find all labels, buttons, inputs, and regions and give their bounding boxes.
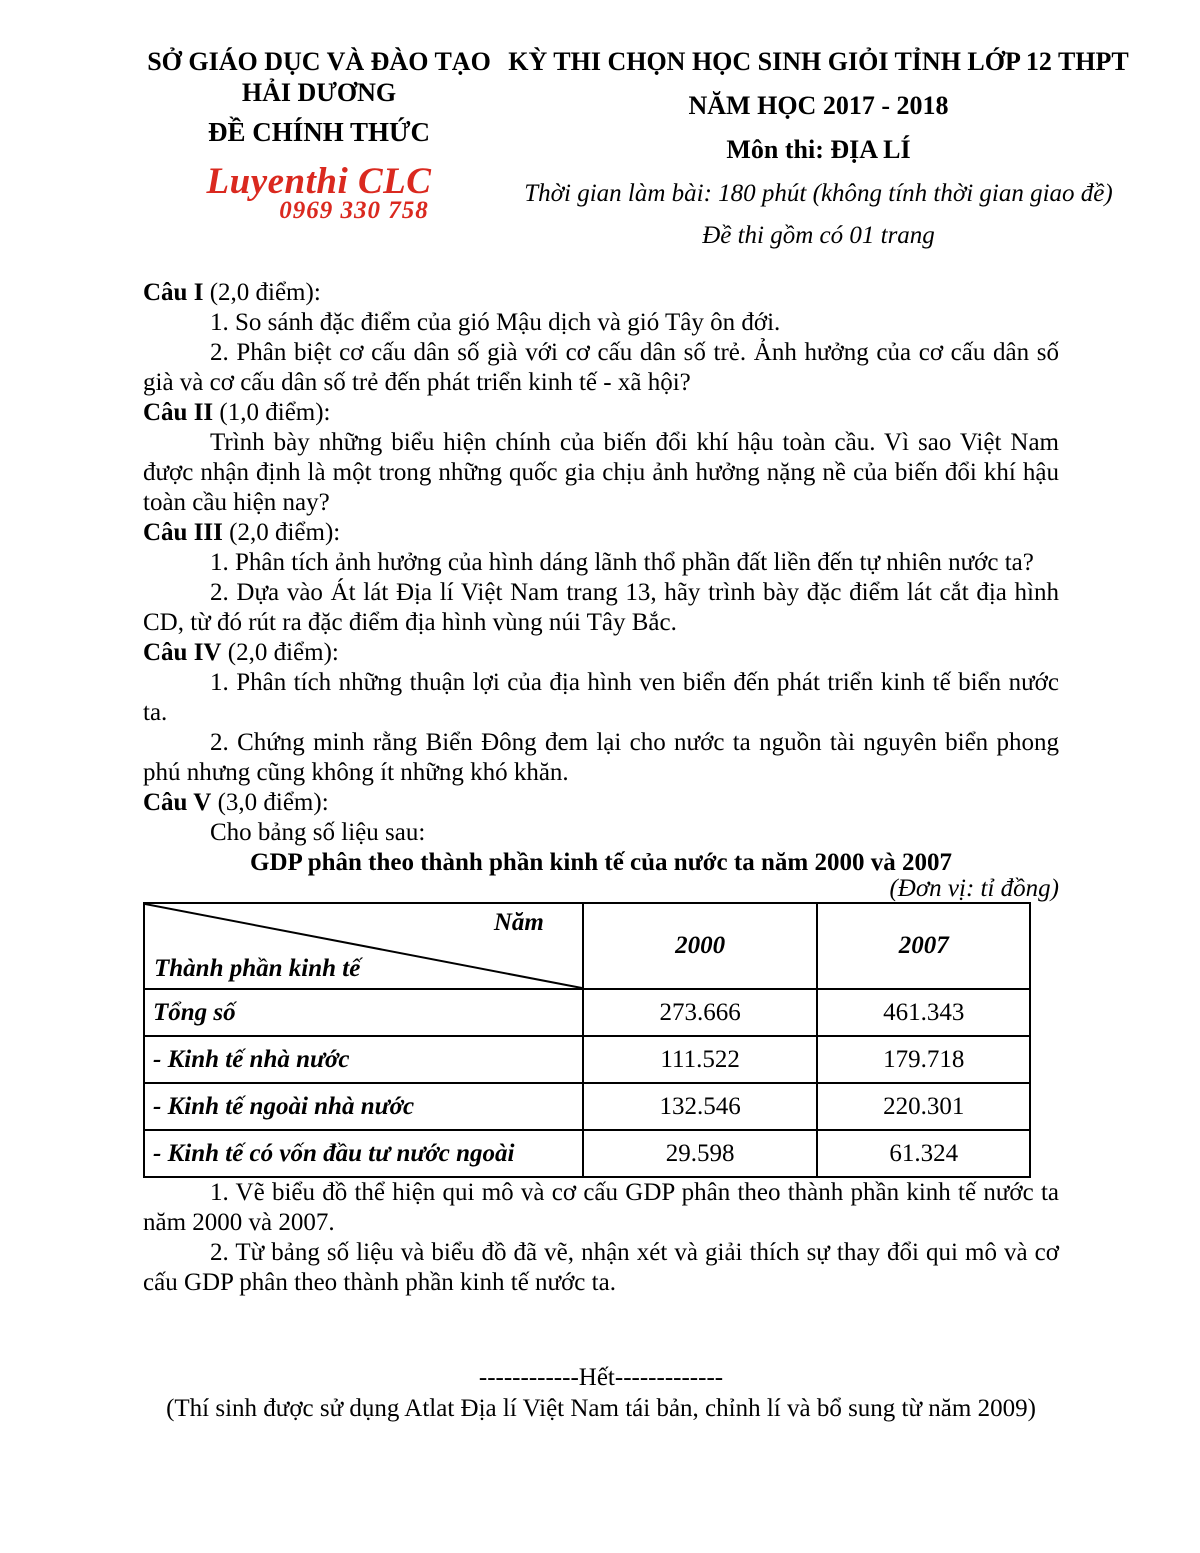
corner-header-year: Năm <box>493 909 544 936</box>
question-3-heading <box>143 518 1059 548</box>
exam-header <box>143 46 1138 250</box>
question-2-label: Câu II <box>143 399 214 426</box>
logo-text: Luyenthi CLC <box>206 161 432 202</box>
question-2-heading <box>143 398 1059 428</box>
question-2-item-1: Trình bày những biểu hiện chính của biến đổi khí hậu toàn cầu. Vì sao Việt Nam được nhận định là một trong những quốc gia chịu ảnh hưởng nặng nề của biến đổi khí hậu toàn cầu hiện nay? <box>143 429 1059 516</box>
column-header-2007: 2007 <box>817 903 1030 989</box>
row-value-2007: 461.343 <box>817 989 1030 1036</box>
question-3-item-2: 2. Dựa vào Át lát Địa lí Việt Nam trang 13, hãy trình bày đặc điểm lát cắt địa hình CD, từ đó rút ra đặc điểm địa hình vùng núi Tây Bắc. <box>143 579 1059 636</box>
question-4-item-2: 2. Chứng minh rằng Biển Đông đem lại cho nước ta nguồn tài nguyên biển phong phú nhưng cũng không ít những khó khăn. <box>143 729 1059 786</box>
row-value-2007: 179.718 <box>817 1036 1030 1083</box>
luyenthi-clc-logo <box>143 163 495 223</box>
question-1-item-2: 2. Phân biệt cơ cấu dân số già với cơ cấu dân số trẻ. Ảnh hưởng của cơ cấu dân số già và cơ cấu dân số trẻ đến phát triển kinh tế - xã hội? <box>143 339 1059 396</box>
question-1-points: (2,0 điểm): <box>209 279 321 306</box>
row-value-2000: 111.522 <box>583 1036 818 1083</box>
question-5-heading <box>143 788 1059 818</box>
table-row-foreign-invested-economy <box>144 1130 1030 1177</box>
exam-footer <box>143 1362 1059 1424</box>
row-label: Tổng số <box>144 989 583 1036</box>
page-count-line: Đề thi gồm có 01 trang <box>702 222 935 249</box>
exam-title: KỲ THI CHỌN HỌC SINH GIỎI TỈNH LỚP 12 THPT <box>508 47 1129 76</box>
atlas-permission-note: (Thí sinh được sử dụng Atlat Địa lí Việt Nam tái bản, chỉnh lí và bổ sung từ năm 2009) <box>166 1395 1036 1422</box>
end-of-exam-line: ------------Hết------------- <box>478 1364 724 1391</box>
school-year: NĂM HỌC 2017 - 2018 <box>688 91 949 120</box>
question-5-item-2: 2. Từ bảng số liệu và biểu đồ đã vẽ, nhận xét và giải thích sự thay đổi qui mô và cơ cấu GDP phân theo thành phần kinh tế nước ta. <box>143 1239 1059 1296</box>
row-value-2007: 61.324 <box>817 1130 1030 1177</box>
exam-title-block <box>495 46 1138 250</box>
question-1-heading <box>143 278 1059 308</box>
official-exam-label: ĐỀ CHÍNH THỨC <box>207 117 431 147</box>
question-1-item-1: 1. So sánh đặc điểm của gió Mậu dịch và gió Tây ôn đới. <box>210 309 781 336</box>
table-row-state-economy <box>144 1036 1030 1083</box>
question-4-points: (2,0 điểm): <box>227 639 339 666</box>
authority-name-line1: SỞ GIÁO DỤC VÀ ĐÀO TẠO <box>147 47 491 76</box>
question-3-label: Câu III <box>143 519 223 546</box>
gdp-table-corner-cell <box>144 903 583 989</box>
row-label: - Kinh tế ngoài nhà nước <box>144 1083 583 1130</box>
question-2-points: (1,0 điểm): <box>219 399 331 426</box>
subject-line: Môn thi: ĐỊA LÍ <box>726 135 911 164</box>
question-4-item-1: 1. Phân tích những thuận lợi của địa hình ven biển đến phát triển kinh tế biển nước ta. <box>143 669 1059 726</box>
question-5-points: (3,0 điểm): <box>217 789 329 816</box>
corner-header-sector: Thành phần kinh tế <box>154 955 361 982</box>
duration-line: Thời gian làm bài: 180 phút (không tính thời gian giao đề) <box>524 180 1113 207</box>
gdp-table-title: GDP phân theo thành phần kinh tế của nước ta năm 2000 và 2007 <box>250 849 952 876</box>
authority-name-line2: HẢI DƯƠNG <box>241 78 397 107</box>
question-1-label: Câu I <box>143 279 204 306</box>
question-4-heading <box>143 638 1059 668</box>
issuing-authority-block <box>143 46 495 250</box>
gdp-table-unit-note: (Đơn vị: tỉ đồng) <box>889 875 1059 902</box>
row-label: - Kinh tế có vốn đầu tư nước ngoài <box>144 1130 583 1177</box>
question-body <box>143 278 1059 1298</box>
row-value-2007: 220.301 <box>817 1083 1030 1130</box>
column-header-2000: 2000 <box>583 903 818 989</box>
question-3-item-1: 1. Phân tích ảnh hưởng của hình dáng lãnh thổ phần đất liền đến tự nhiên nước ta? <box>210 549 1034 576</box>
row-label: - Kinh tế nhà nước <box>144 1036 583 1083</box>
question-5-item-1: 1. Vẽ biểu đồ thể hiện qui mô và cơ cấu GDP phân theo thành phần kinh tế nước ta năm 2000 và 2007. <box>143 1179 1059 1236</box>
logo-phone-number: 0969 330 758 <box>279 197 429 224</box>
question-5-label: Câu V <box>143 789 212 816</box>
gdp-table-header-row <box>144 903 1030 989</box>
gdp-data-table <box>143 902 1031 1178</box>
question-5-intro: Cho bảng số liệu sau: <box>210 819 426 846</box>
row-value-2000: 273.666 <box>583 989 818 1036</box>
row-value-2000: 132.546 <box>583 1083 818 1130</box>
row-value-2000: 29.598 <box>583 1130 818 1177</box>
question-4-label: Câu IV <box>143 639 222 666</box>
table-row-non-state-economy <box>144 1083 1030 1130</box>
table-row-total <box>144 989 1030 1036</box>
question-3-points: (2,0 điểm): <box>229 519 341 546</box>
